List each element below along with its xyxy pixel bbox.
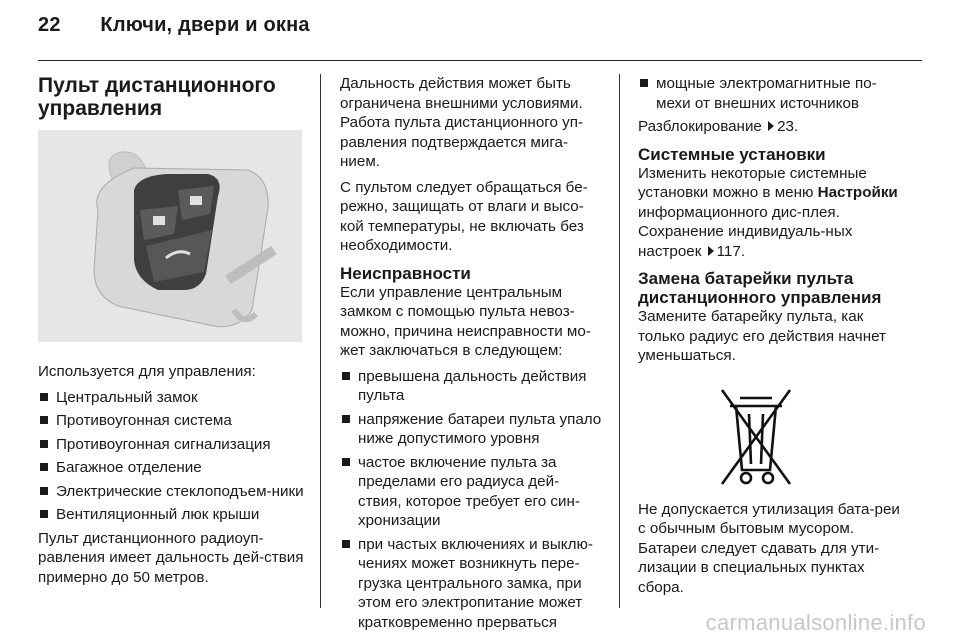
faults-list-continued: [638, 74, 906, 113]
usage-list: [38, 388, 306, 525]
page-ref-link[interactable]: 23.: [777, 118, 799, 135]
paragraph: Если управление центральным замком с помощью пульта невоз-можно, причина неисправности мо-жет заключаться в следующем:: [340, 283, 591, 359]
page-ref-icon: [708, 246, 714, 256]
system-settings-heading: Системные установки: [638, 144, 826, 164]
column-1: [38, 74, 306, 593]
usage-intro: Используется для управления:: [38, 363, 256, 380]
paragraph: Замените батарейку пульта, как только радиус его действия начнет уменьшаться.: [638, 308, 886, 364]
list-item: Противоугонная сигнализация: [38, 435, 306, 455]
list-item: мощные электромагнитные по-мехи от внешних источников: [638, 74, 906, 113]
list-item: Вентиляционный люк крыши: [38, 505, 306, 525]
page-ref-link[interactable]: 117.: [716, 242, 746, 260]
list-item: Центральный замок: [38, 388, 306, 408]
page-header: [38, 14, 310, 37]
faults-heading: Неисправности: [340, 263, 471, 283]
list-item: Багажное отделение: [38, 458, 306, 478]
faults-list: [340, 367, 602, 633]
column-divider: [619, 74, 620, 608]
column-divider: [320, 74, 321, 608]
paragraph: Не допускается утилизация бата-реи с обычным бытовым мусором. Батареи следует сдавать для ути-лизации в специальных пунктах сбора.: [638, 500, 900, 596]
list-item: частое включение пульта за пределами его радиуса дей-ствия, которое требует его син-хронизации: [340, 453, 602, 531]
section-heading: Пульт дистанционного управления: [38, 74, 276, 120]
page-ref-icon: [768, 121, 774, 131]
section-title: Ключи, двери и окна: [100, 14, 310, 36]
column-2: [340, 74, 602, 636]
remote-key-icon: [38, 130, 302, 342]
watermark: carmanualsonline.info: [705, 610, 926, 635]
list-item: напряжение батареи пульта упало ниже допустимого уровня: [340, 410, 602, 449]
column-3: [638, 74, 906, 603]
remote-key-image: [38, 130, 302, 342]
paragraph: С пультом следует обращаться бе-режно, защищать от влаги и высо-кой температуры, не включать без необходимости.: [340, 178, 588, 254]
list-item: превышена дальность действия пульта: [340, 367, 602, 406]
unlock-reference: Разблокирование 23.: [638, 118, 799, 135]
list-item: Противоугонная система: [38, 411, 306, 431]
header-rule: [38, 60, 922, 61]
paragraph: Дальность действия может быть ограничена внешними условиями. Работа пульта дистанционного уп-равления подтверждается мига-нием.: [340, 75, 584, 170]
crossed-out-bin-icon: [716, 384, 796, 490]
page-number: 22: [38, 14, 61, 36]
list-item: Электрические стеклоподъем-ники: [38, 482, 306, 502]
system-settings-paragraph: Изменить некоторые системные установки можно в меню Настройки информационного дис-плея. Сохранение индивидуаль-ных настроек 117.: [638, 164, 898, 260]
menu-name: Настройки: [817, 184, 898, 201]
battery-replacement-heading: Замена батарейки пульта дистанционного управления: [638, 269, 882, 307]
list-item: при частых включениях и выклю-чениях может возникнуть пере-грузка центрального замка, при этом его электропитание может кратковременно прерваться: [340, 535, 602, 633]
range-paragraph: Пульт дистанционного радиоуп-равления имеет дальность дей-ствия примерно до 50 метров.: [38, 529, 304, 586]
